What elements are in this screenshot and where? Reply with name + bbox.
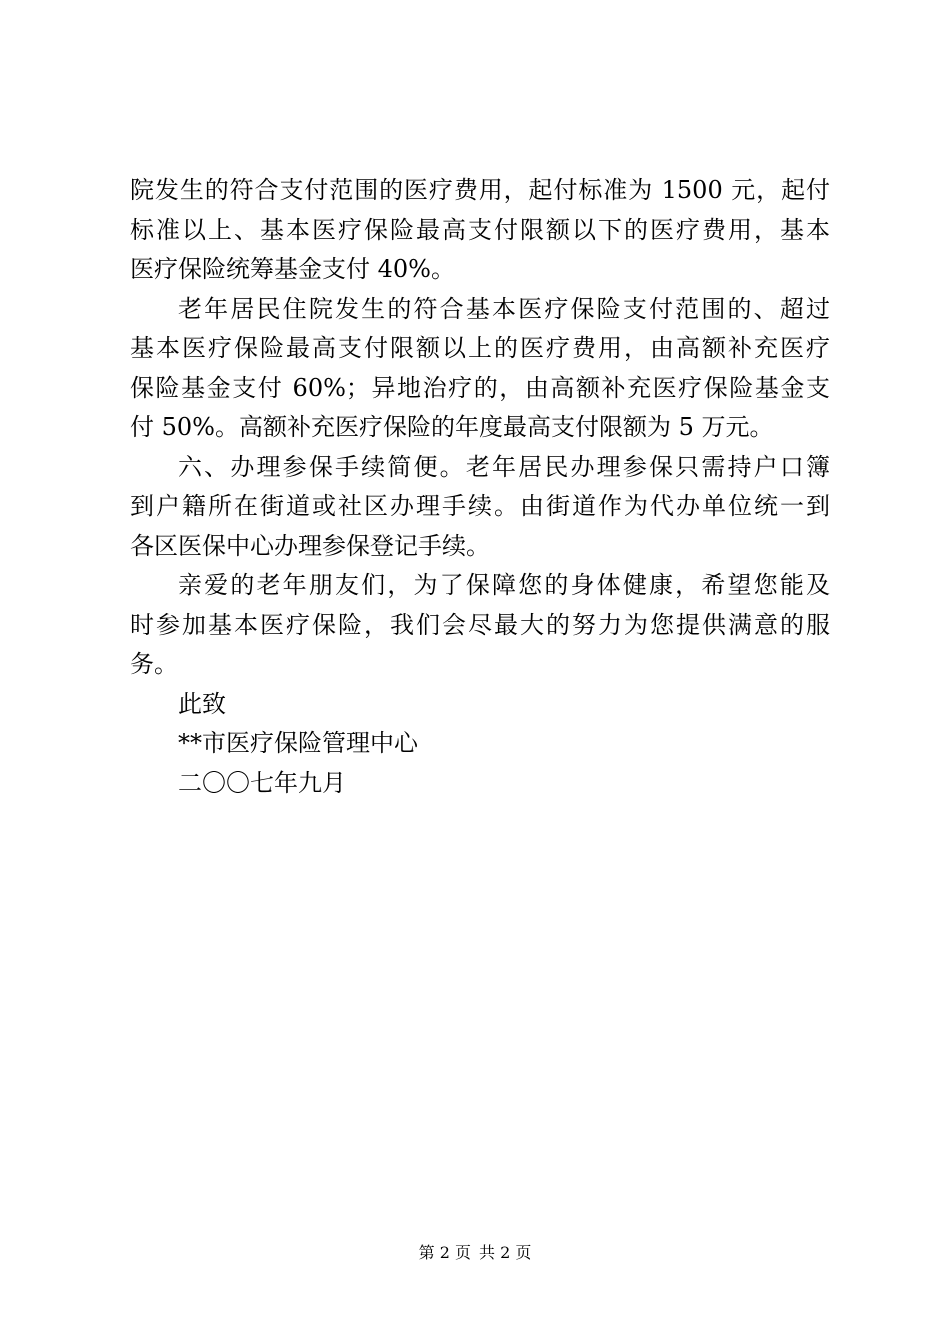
text-line: 各区医保中心办理参保登记手续。 [130,531,490,560]
text-line: 院发生的符合支付范围的医疗费用，起付标准为 1500 元，起付 [130,176,830,204]
closing-block [130,685,830,804]
text-line: 标准以上、基本医疗保险最高支付限额以下的医疗费用，基本 [130,215,830,244]
text-line: 时参加基本医疗保险，我们会尽最大的努力为您提供满意的服 [130,610,830,639]
text-line: 到户籍所在街道或社区办理手续。由街道作为代办单位统一到 [130,492,830,520]
document-body [130,171,830,803]
text-line: 老年居民住院发生的符合基本医疗保险支付范围的、超过 [178,294,830,323]
text-line: 亲爱的老年朋友们，为了保障您的身体健康，希望您能及 [178,571,830,599]
letter-date: 二〇〇七年九月 [178,768,346,797]
sender-name: **市医疗保险管理中心 [178,729,418,757]
text-line: 医疗保险统筹基金支付 40%。 [130,255,455,283]
text-line: 保险基金支付 60%；异地治疗的，由高额补充医疗保险基金支 [130,373,830,402]
paragraph-high-supplement [130,290,830,448]
page-footer [0,1243,950,1263]
text-line: 务。 [130,650,178,678]
salutation: 此致 [178,689,226,718]
paragraph-continuation [130,171,830,290]
page-number: 第 2 页 [418,1243,471,1262]
text-line: 付 50%。高额补充医疗保险的年度最高支付限额为 5 万元。 [130,413,774,441]
text-line: 基本医疗保险最高支付限额以上的医疗费用，由高额补充医疗 [130,334,830,362]
paragraph-appeal [130,566,830,685]
text-line: 六、办理参保手续简便。老年居民办理参保只需持户口簿 [178,452,830,481]
paragraph-enrollment [130,448,830,567]
page-total: 共 2 页 [479,1243,532,1262]
